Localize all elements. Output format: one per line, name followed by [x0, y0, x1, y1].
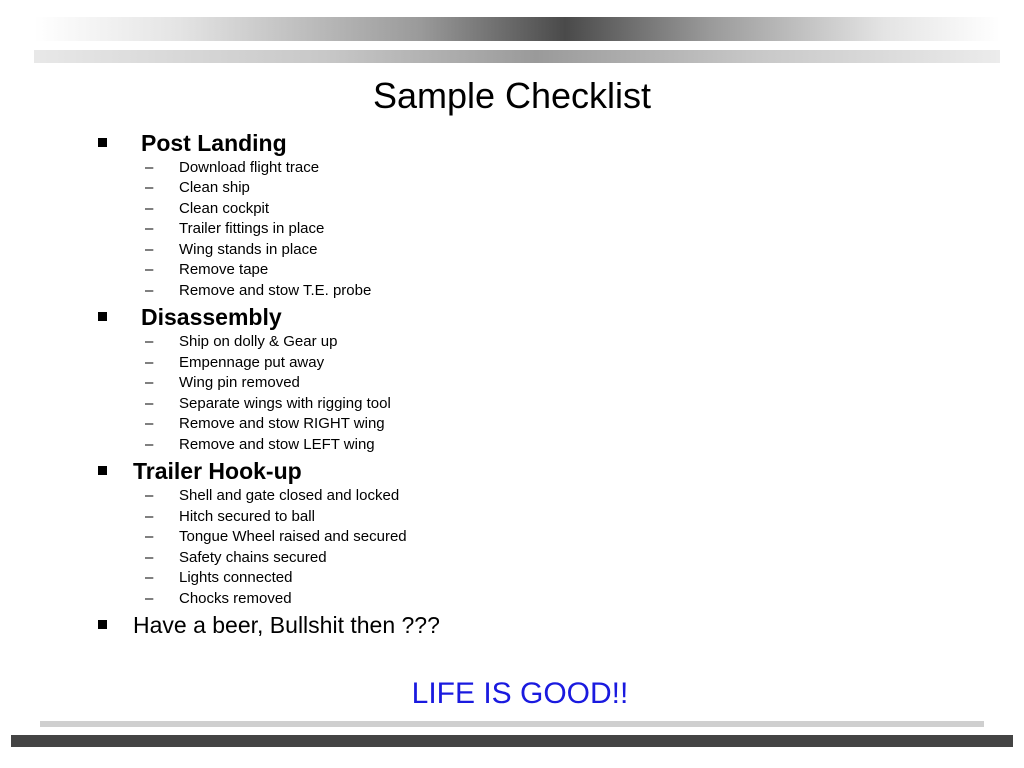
list-item-label: Lights connected: [179, 569, 293, 586]
section-heading-label: Post Landing: [141, 130, 287, 156]
slide-title: Sample Checklist: [372, 75, 652, 116]
dash-icon: –: [145, 200, 154, 217]
dash-icon: –: [145, 220, 154, 237]
dash-icon: –: [145, 354, 154, 371]
list-item: [145, 527, 407, 547]
list-item: [145, 589, 292, 609]
list-item: [145, 373, 300, 393]
list-item-label: Wing pin removed: [179, 374, 300, 391]
dash-icon: –: [145, 569, 154, 586]
dash-icon: –: [145, 261, 154, 278]
list-item: [145, 507, 315, 527]
list-item-label: Download flight trace: [179, 159, 320, 176]
dash-icon: –: [145, 282, 154, 299]
list-item-label: Remove tape: [179, 261, 269, 278]
square-bullet-icon: [98, 138, 107, 147]
list-item: [145, 178, 250, 198]
section-heading: [98, 128, 287, 158]
list-item-label: Trailer fittings in place: [179, 220, 325, 237]
dash-icon: –: [145, 241, 154, 258]
footer-bar: [11, 735, 1013, 747]
list-item: [145, 414, 385, 434]
list-item-label: Remove and stow RIGHT wing: [179, 415, 385, 432]
list-item-label: Remove and stow LEFT wing: [179, 436, 375, 453]
header-gradient-bar: [34, 17, 1000, 41]
list-item-label: Shell and gate closed and locked: [179, 487, 400, 504]
list-item: [145, 158, 319, 178]
list-item-label: Ship on dolly & Gear up: [179, 333, 338, 350]
section-heading-label: Trailer Hook-up: [133, 458, 302, 484]
list-item-label: Tongue Wheel raised and secured: [179, 528, 407, 545]
list-item-label: Separate wings with rigging tool: [179, 395, 391, 412]
list-item: [145, 332, 337, 352]
dash-icon: –: [145, 436, 154, 453]
list-item: [145, 568, 292, 588]
dash-icon: –: [145, 487, 154, 504]
dash-icon: –: [145, 333, 154, 350]
section-heading: [98, 302, 282, 332]
list-item: [145, 394, 391, 414]
list-item: [145, 260, 268, 280]
section-heading: [98, 610, 440, 640]
dash-icon: –: [145, 415, 154, 432]
list-item-label: Safety chains secured: [179, 549, 327, 566]
list-item: [145, 548, 327, 568]
square-bullet-icon: [98, 620, 107, 629]
dash-icon: –: [145, 549, 154, 566]
dash-icon: –: [145, 508, 154, 525]
list-item-label: Chocks removed: [179, 590, 292, 607]
section-heading: [98, 456, 302, 486]
list-item: [145, 353, 324, 373]
list-item-label: Hitch secured to ball: [179, 508, 315, 525]
list-item-label: Wing stands in place: [179, 241, 318, 258]
list-item: [145, 199, 269, 219]
dash-icon: –: [145, 179, 154, 196]
closing-message: LIFE IS GOOD!!: [411, 677, 629, 710]
section-heading-label: Have a beer, Bullshit then ???: [133, 612, 440, 638]
header-gradient-stripe: [34, 50, 1000, 63]
square-bullet-icon: [98, 312, 107, 321]
list-item-label: Clean cockpit: [179, 200, 270, 217]
dash-icon: –: [145, 590, 154, 607]
list-item: [145, 240, 317, 260]
dash-icon: –: [145, 395, 154, 412]
list-item-label: Clean ship: [179, 179, 250, 196]
footer-divider: [40, 721, 984, 727]
list-item: [145, 486, 399, 506]
list-item: [145, 219, 324, 239]
list-item: [145, 281, 371, 301]
list-item-label: Remove and stow T.E. probe: [179, 282, 372, 299]
list-item-label: Empennage put away: [179, 354, 325, 371]
dash-icon: –: [145, 374, 154, 391]
section-heading-label: Disassembly: [141, 304, 282, 330]
list-item: [145, 435, 375, 455]
dash-icon: –: [145, 159, 154, 176]
square-bullet-icon: [98, 466, 107, 475]
dash-icon: –: [145, 528, 154, 545]
